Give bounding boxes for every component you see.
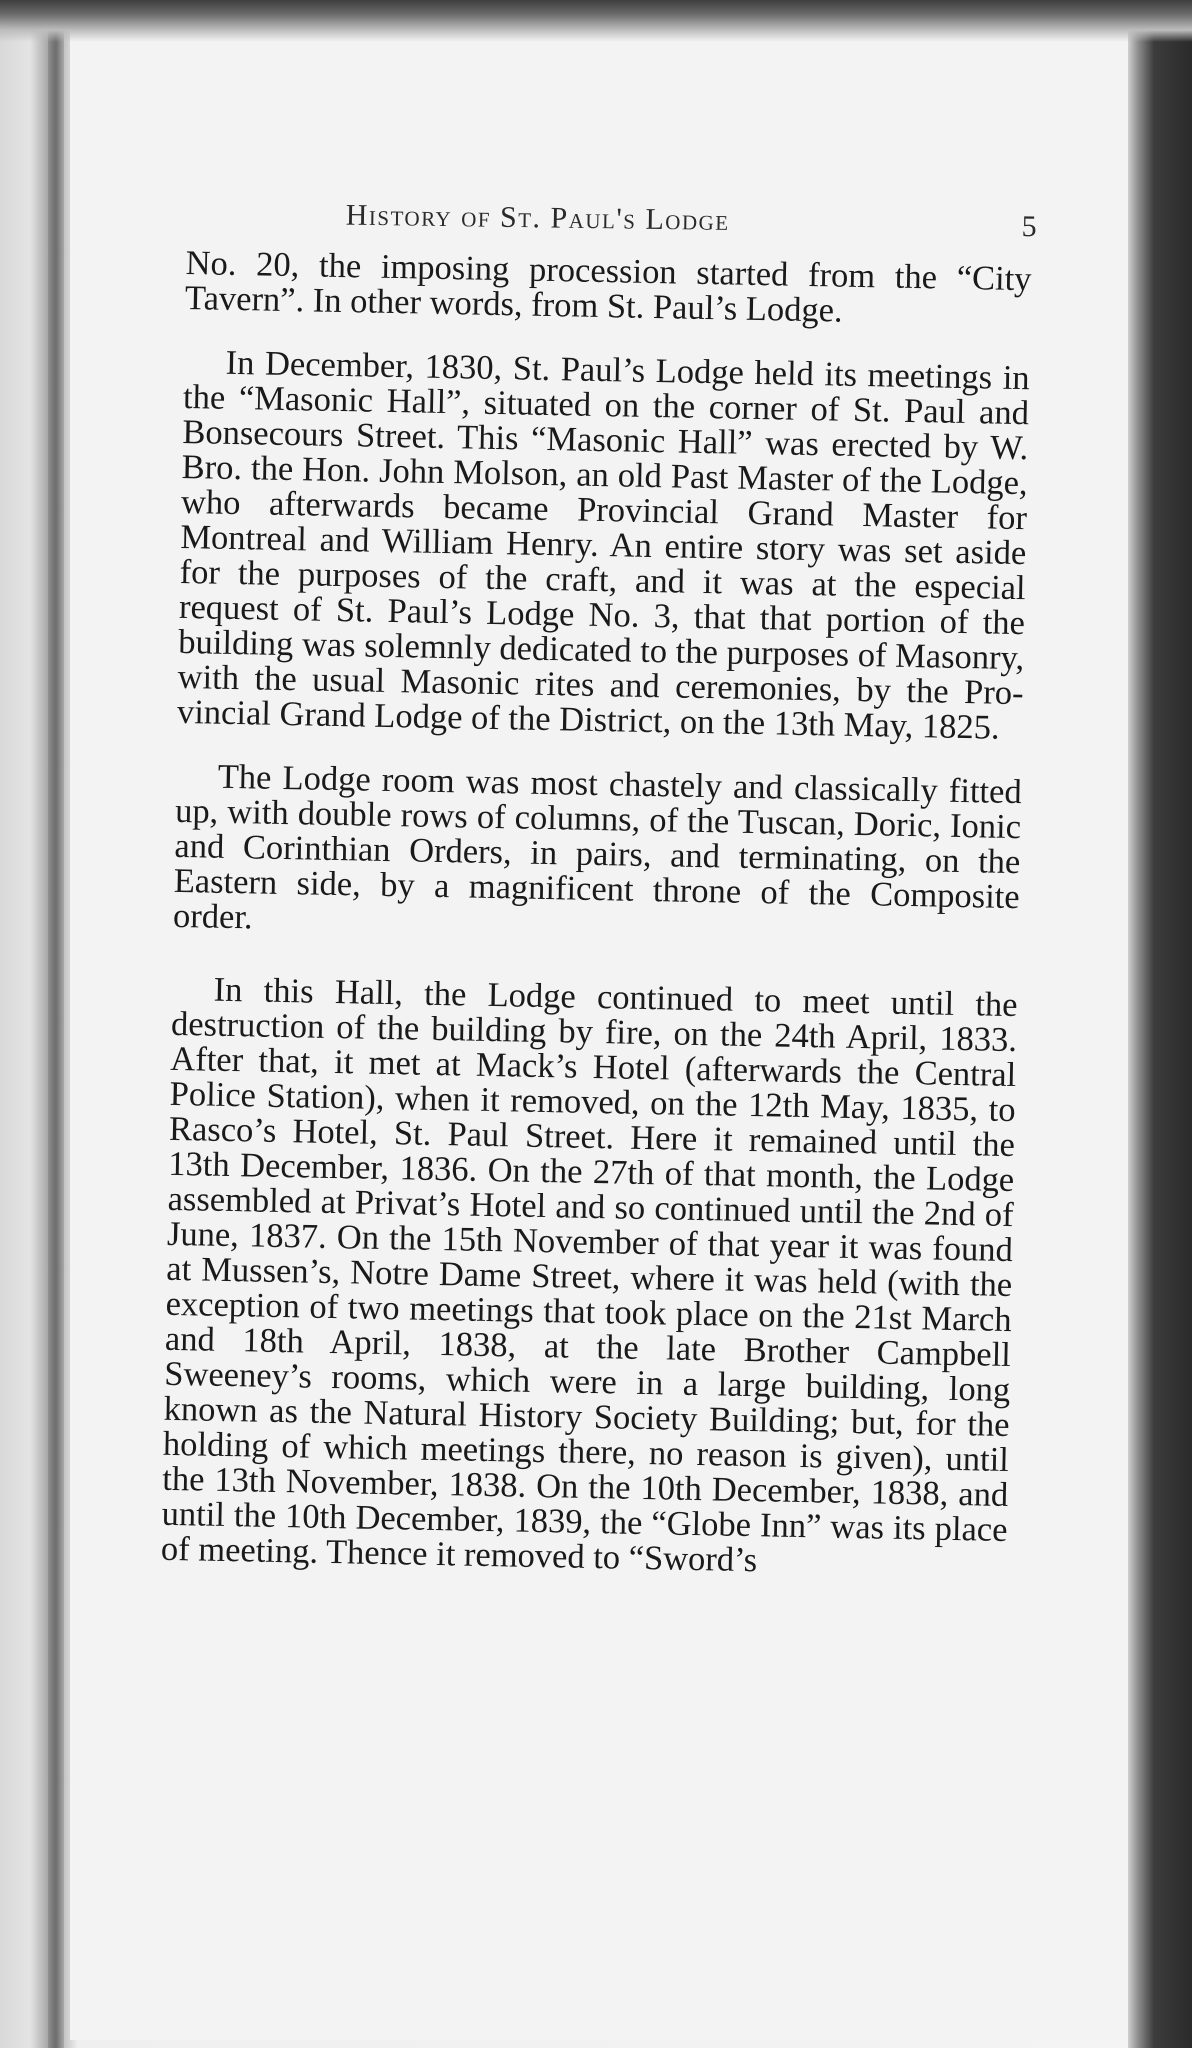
paragraph-meeting-places: In this Hall, the Lodge continued to meet until the destruction of the building by fire, on the 24th April, 1833. After that, it met at Mack’s Hotel (afterwards the Central Police Station), when it removed, on the 12th May, 1835, to Rasco’s Hotel, St. Paul Street. Here it remained until the 13th December, 1836. On the 27th of that month, the Lodge assembled at Privat’s Hotel and so continued until the 2nd of June, 1837. On the 15th November of that year it was found at Mussen’s, Notre Dame Street, where it was held (with the exception of two meetings that took place on the 21st March and 18th April, 1838, at the late Brother Campbell Sweeney’s rooms, which were in a large building, long known as the Natural History Society Building; but, for the holding of which meetings there, no reason is given), until the 13th November, 1838. On the 10th December, 1838, and until the 10th December, 1839, the “Globe Inn” was its place of meeting. Thence it removed to “Sword’s [160,970,1018,1580]
page-edge-shadow [1128,0,1192,2048]
paragraph-masonic-hall: In December, 1830, St. Paul’s Lodge held its meetings in the “Masonic Hall”, situated on the corner of St. Paul and Bonsecours Street. This “Masonic Hall” was erected by W. Bro. the Hon. John Molson, an old Past Master of the Lodge, who afterwards became Provincial Grand Master for Montreal and William Henry. An entire story was set aside for the purposes of the craft, and it was at the especial request of St. Paul’s Lodge No. 3, that that portion of the building was solemnly dedicated to the purposes of Masonry, with the usual Masonic rites and ceremonies, by the Provincial Grand Lodge of the District, on the 13th May, 1825. [176,343,1030,747]
top-edge-shadow [0,0,1192,42]
page-number: 5 [1021,210,1039,244]
paragraph-continuation: No. 20, the imposing procession started from the “City Tavern”. In other words, from St. Paul’s Lodge. [184,244,1032,330]
running-title: History of St. Paul's Lodge [345,198,730,237]
body-text [160,246,1032,1612]
paragraph-lodge-room: The Lodge room was most chastely and classically fitted up, with double rows of columns, of the Tuscan, Doric, Ionic and Corinthian Orders, in pairs, and terminating, on the Eastern side, by a magnificent throne of the Composite order. [172,757,1023,937]
book-spine-shadow [48,0,64,2048]
